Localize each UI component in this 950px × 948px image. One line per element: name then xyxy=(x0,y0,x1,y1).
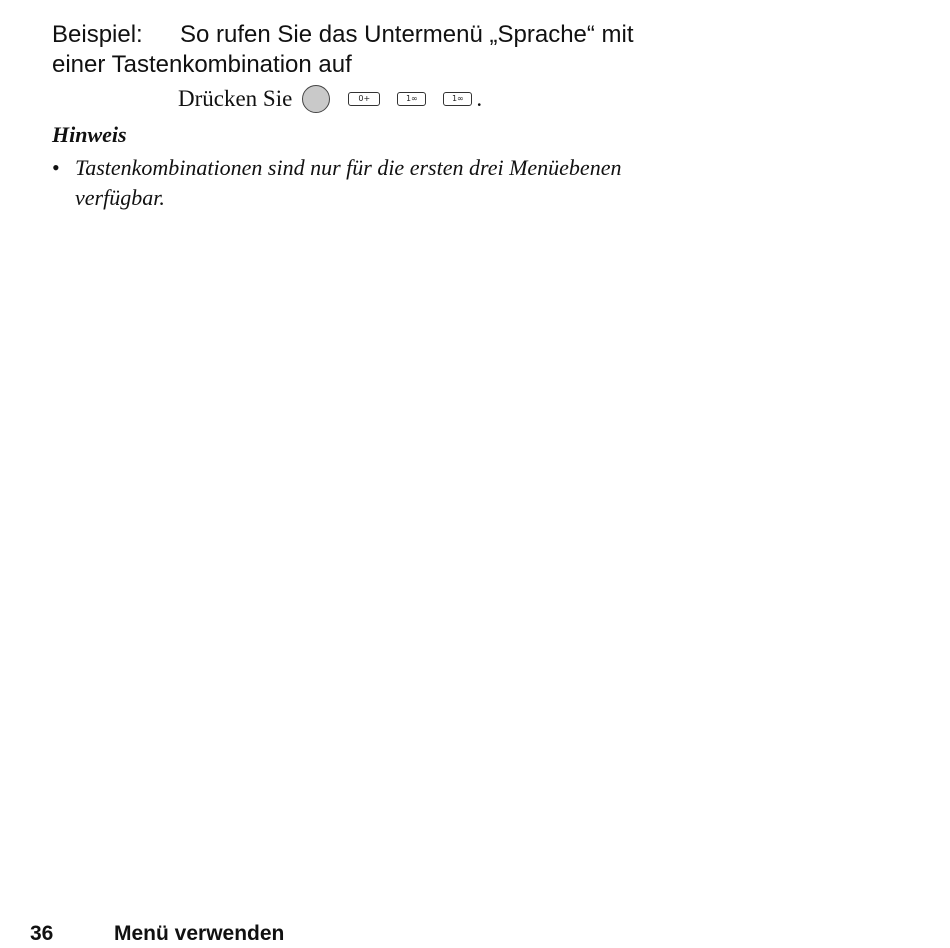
note-heading: Hinweis xyxy=(52,122,127,147)
note-item-text: Tastenkombinationen sind nur für die ersten drei Menüebenen verfügbar. xyxy=(75,155,622,210)
sentence-period: . xyxy=(476,86,483,111)
bullet-icon: • xyxy=(52,155,60,180)
example-paragraph xyxy=(52,20,692,80)
section-title: Menü verwenden xyxy=(114,922,285,945)
key-1-icon: 1∞ xyxy=(397,92,426,106)
example-text-line1: So rufen Sie das Untermenü „Sprache“ mit xyxy=(180,21,634,48)
page-number: 36 xyxy=(30,922,54,945)
navigation-key-icon xyxy=(302,85,330,113)
key-sequence-instruction xyxy=(178,84,482,114)
press-text: Drücken Sie xyxy=(178,86,293,111)
example-first-line xyxy=(52,20,692,50)
key-0-icon: 0+ xyxy=(348,92,380,106)
example-text-line2: einer Tastenkombination auf xyxy=(52,51,352,78)
example-label: Beispiel: xyxy=(52,21,143,48)
note-list-item xyxy=(52,153,652,213)
key-1-icon: 1∞ xyxy=(443,92,472,106)
note-list xyxy=(52,153,652,213)
